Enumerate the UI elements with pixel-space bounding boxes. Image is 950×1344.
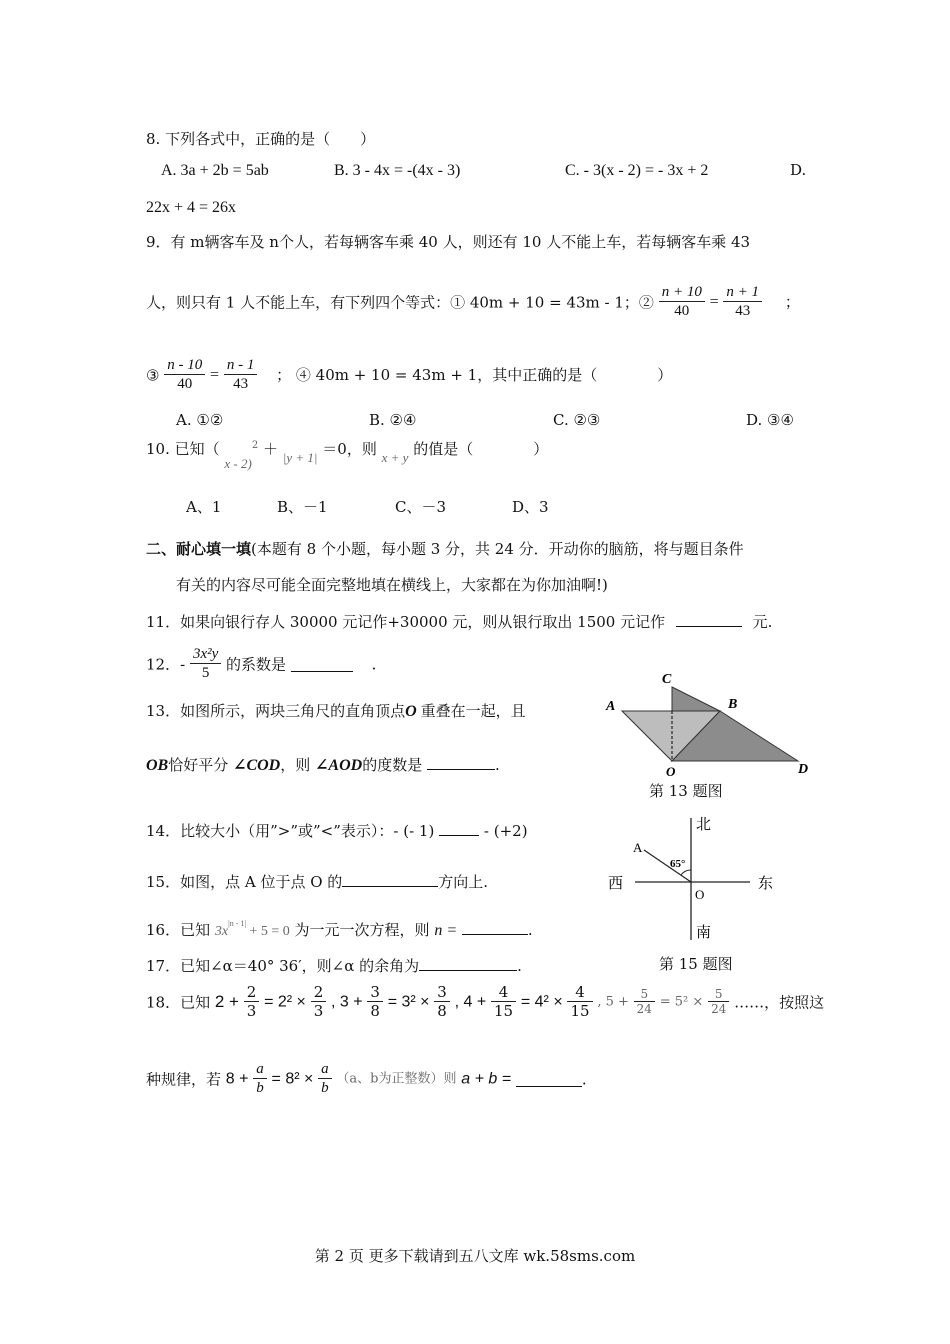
fig13-label-c: C bbox=[662, 672, 672, 687]
q9-eq3-rest: ； ④ 40m + 10 = 43m + 1，其中正确的是（ ） bbox=[276, 366, 673, 385]
q12-frac: $\frac{\text{3x²y}}{5}$ bbox=[190, 645, 221, 684]
q9-line2 bbox=[146, 283, 800, 322]
q18-t3-frac: $\frac{4}{15}$ bbox=[491, 983, 516, 1022]
q18-line2-text: 种规律，若 bbox=[146, 1070, 222, 1089]
q10-option-b: B、－1 bbox=[277, 498, 328, 516]
q11-line bbox=[146, 611, 772, 631]
q9-option-d: D. ③④ bbox=[746, 411, 794, 429]
q16-mid: 为一元一次方程，则 bbox=[294, 921, 430, 939]
q8-option-d-expr: 22x + 4 = 26x bbox=[146, 199, 237, 216]
q9-eq3-prefix: ③ bbox=[146, 366, 160, 385]
q8-option-b: B. 3 - 4x = -(4x - 3) bbox=[334, 162, 461, 179]
q11-text: 11．如果向银行存人 30000 元记作+30000 元，则从银行取出 1500 元记作 bbox=[146, 613, 666, 631]
q18-t1: 2 + bbox=[214, 992, 239, 1012]
q15-text: 15．如图，点 A 位于点 O 的 bbox=[146, 873, 343, 891]
q10-term1: x - 2) bbox=[224, 456, 252, 471]
q18-blank[interactable] bbox=[516, 1071, 582, 1087]
q18-tail: ……，按照这 bbox=[734, 993, 825, 1012]
q13-end: 的度数是 bbox=[362, 756, 423, 774]
fig15-caption: 第 15 题图 bbox=[659, 955, 733, 973]
q16-end: . bbox=[527, 921, 533, 939]
q18-t1-frac: $\frac{2}{3}$ bbox=[244, 983, 260, 1022]
fig15-north: 北 bbox=[696, 817, 712, 833]
q13-cod: ∠COD bbox=[233, 757, 281, 774]
fig13-label-a: A bbox=[606, 699, 616, 714]
q13-aod: ∠AOD bbox=[315, 757, 363, 774]
figure-15 bbox=[600, 812, 790, 947]
q14-end: - (+2) bbox=[483, 822, 528, 840]
q10-rest: ＝0，则 bbox=[322, 440, 377, 458]
q9-line2-prefix: 人，则只有 1 人不能上车，有下列四个等式：① 40m + 10 = 43m - 1；② bbox=[146, 293, 654, 312]
q18-e2: = 8² × bbox=[271, 1070, 314, 1088]
q10-option-d: D、3 bbox=[512, 498, 549, 516]
q18-prefix: 18．已知 bbox=[146, 993, 211, 1012]
q11-end: 元. bbox=[752, 613, 773, 631]
q13-line1 bbox=[146, 702, 526, 721]
page-footer: 第 2 页 更多下载请到五八文库 wk.58sms.com bbox=[314, 1247, 636, 1265]
q12-blank[interactable] bbox=[291, 656, 353, 672]
q9-eq2-frac1: $\frac{n + 10}{40}$ bbox=[659, 283, 705, 322]
q12-text: 的系数是 bbox=[226, 655, 287, 674]
q13-o: O bbox=[405, 703, 417, 720]
q9-line3 bbox=[146, 356, 672, 395]
fig15-west: 西 bbox=[608, 876, 624, 892]
q13-mid2: ，则 bbox=[280, 756, 311, 774]
q18-t1-mid: = 2² × bbox=[264, 993, 306, 1011]
q8-option-d-label: D. bbox=[790, 161, 807, 179]
q15-line bbox=[146, 871, 488, 891]
q12-line bbox=[146, 645, 387, 684]
q18-t4-mid: = 5² × bbox=[659, 994, 704, 1010]
q16-prefix: 16．已知 bbox=[146, 921, 211, 939]
q12-end: ． bbox=[371, 655, 387, 674]
q15-end: 方向上. bbox=[438, 873, 489, 891]
q18-t2-mid: = 3² × bbox=[387, 993, 430, 1011]
q11-blank[interactable] bbox=[676, 611, 742, 627]
q8-stem: 8. 下列各式中，正确的是（ ） bbox=[146, 130, 376, 148]
q9-eq3-equals: = bbox=[210, 366, 220, 384]
q13-line1-text: 13．如图所示，两块三角尺的直角顶点 bbox=[146, 702, 406, 720]
q9-option-a: A. ①② bbox=[176, 411, 224, 429]
fig15-south: 南 bbox=[696, 925, 712, 941]
q15-blank[interactable] bbox=[342, 871, 438, 887]
fig13-label-d: D bbox=[798, 762, 809, 777]
q9-option-b: B. ②④ bbox=[369, 411, 417, 429]
q17-text: 17．已知∠α＝40° 36′，则∠α 的余角为 bbox=[146, 957, 420, 975]
q17-line bbox=[146, 955, 522, 975]
q9-eq2-equals: = bbox=[709, 293, 719, 311]
fig15-point-a: A bbox=[633, 840, 643, 855]
q9-eq3-frac2: $\frac{n - 1}{43}$ bbox=[224, 356, 258, 395]
fig13-label-b: B bbox=[728, 697, 738, 712]
section2-line1 bbox=[146, 540, 744, 558]
q18-line1 bbox=[146, 983, 824, 1022]
q12-prefix: 12．- bbox=[146, 655, 186, 674]
q18-t4-frac2: $\frac{5}{24}$ bbox=[708, 987, 729, 1018]
fig15-point-o: O bbox=[695, 887, 705, 902]
q16-blank[interactable] bbox=[462, 919, 528, 935]
q10-xy: x + y bbox=[381, 450, 409, 465]
q10-plus: ＋ bbox=[263, 440, 279, 458]
q13-mid: 恰好平分 bbox=[168, 756, 229, 774]
q18-t2-frac: $\frac{3}{8}$ bbox=[367, 983, 383, 1022]
q10-square: 2 bbox=[251, 440, 259, 451]
q9-line1: 9．有 m辆客车及 n个人，若每辆客车乘 40 人，则还有 10 人不能上车，若每辆客车乘 43 bbox=[146, 233, 751, 251]
q18-end: . bbox=[581, 1070, 587, 1089]
q14-line bbox=[146, 820, 528, 840]
q18-t2-frac2: $\frac{3}{8}$ bbox=[434, 983, 450, 1022]
fig15-angle-label: 65° bbox=[670, 858, 686, 870]
q13-line2 bbox=[146, 754, 500, 775]
q10-term2: |y + 1| bbox=[282, 450, 318, 465]
q18-note: （a、b为正整数）则 bbox=[336, 1071, 457, 1087]
q8-option-c: C. - 3(x - 2) = - 3x + 2 bbox=[565, 162, 709, 179]
q13-ob: OB bbox=[146, 757, 169, 774]
fig15-angle-arc bbox=[681, 870, 691, 875]
q10-option-a: A、1 bbox=[186, 498, 222, 516]
q18-ab-frac2: $\frac{a}{b}$ bbox=[318, 1060, 332, 1099]
section2-desc2: 有关的内容尽可能全面完整地填在横线上，大家都在为你加油啊!) bbox=[176, 576, 608, 594]
q18-ab: a + b = bbox=[461, 1070, 512, 1088]
q16-expr: $3x^{|n - 1|} + 5 = 0$ bbox=[214, 919, 290, 939]
q10-stem: 10. 已知（ bbox=[146, 440, 220, 458]
q18-t3-mid: = 4² × bbox=[520, 993, 563, 1011]
q9-option-c: C. ②③ bbox=[553, 411, 601, 429]
q14-blank[interactable] bbox=[439, 820, 479, 836]
q9-eq2-frac2: $\frac{n + 1}{43}$ bbox=[723, 283, 762, 322]
q17-blank[interactable] bbox=[419, 955, 517, 971]
q18-line2 bbox=[146, 1060, 587, 1099]
fig13-label-o: O bbox=[666, 764, 676, 779]
q18-t4-frac: $\frac{5}{24}$ bbox=[634, 987, 655, 1018]
q18-t1-frac2: $\frac{2}{3}$ bbox=[311, 983, 327, 1022]
q18-t2: , 3 + bbox=[331, 993, 363, 1011]
q8-option-a: A. 3a + 2b = 5ab bbox=[161, 162, 269, 179]
q17-end: . bbox=[517, 957, 522, 975]
section2-desc1: (本题有 8 个小题，每小题 3 分，共 24 分．开动你的脑筋，将与题目条件 bbox=[251, 540, 744, 558]
q18-ab-frac: $\frac{a}{b}$ bbox=[253, 1060, 267, 1099]
q9-eq2-end: ； bbox=[784, 293, 800, 312]
q13-line1-end: 重叠在一起，且 bbox=[420, 702, 526, 720]
q18-t4: , 5 + bbox=[597, 994, 629, 1010]
q10-end: 的值是（ ） bbox=[413, 440, 549, 458]
q10-line bbox=[146, 440, 549, 471]
fig13-caption: 第 13 题图 bbox=[649, 782, 723, 800]
fig15-east: 东 bbox=[758, 876, 774, 892]
q18-t3-frac2: $\frac{4}{15}$ bbox=[567, 983, 592, 1022]
q18-t3: , 4 + bbox=[454, 993, 487, 1011]
q16-line bbox=[146, 919, 533, 941]
q13-dot: . bbox=[495, 756, 500, 774]
q13-blank[interactable] bbox=[427, 754, 495, 770]
q14-text: 14．比较大小（用”>”或”<”表示）：- (- 1) bbox=[146, 822, 435, 840]
section2-title: 二、耐心填一填 bbox=[146, 540, 252, 558]
q9-eq3-frac1: $\frac{n - 10}{40}$ bbox=[164, 356, 205, 395]
q18-e1: 8 + bbox=[225, 1070, 249, 1088]
q10-option-c: C、－3 bbox=[395, 498, 447, 516]
q16-n: n = bbox=[434, 922, 458, 939]
